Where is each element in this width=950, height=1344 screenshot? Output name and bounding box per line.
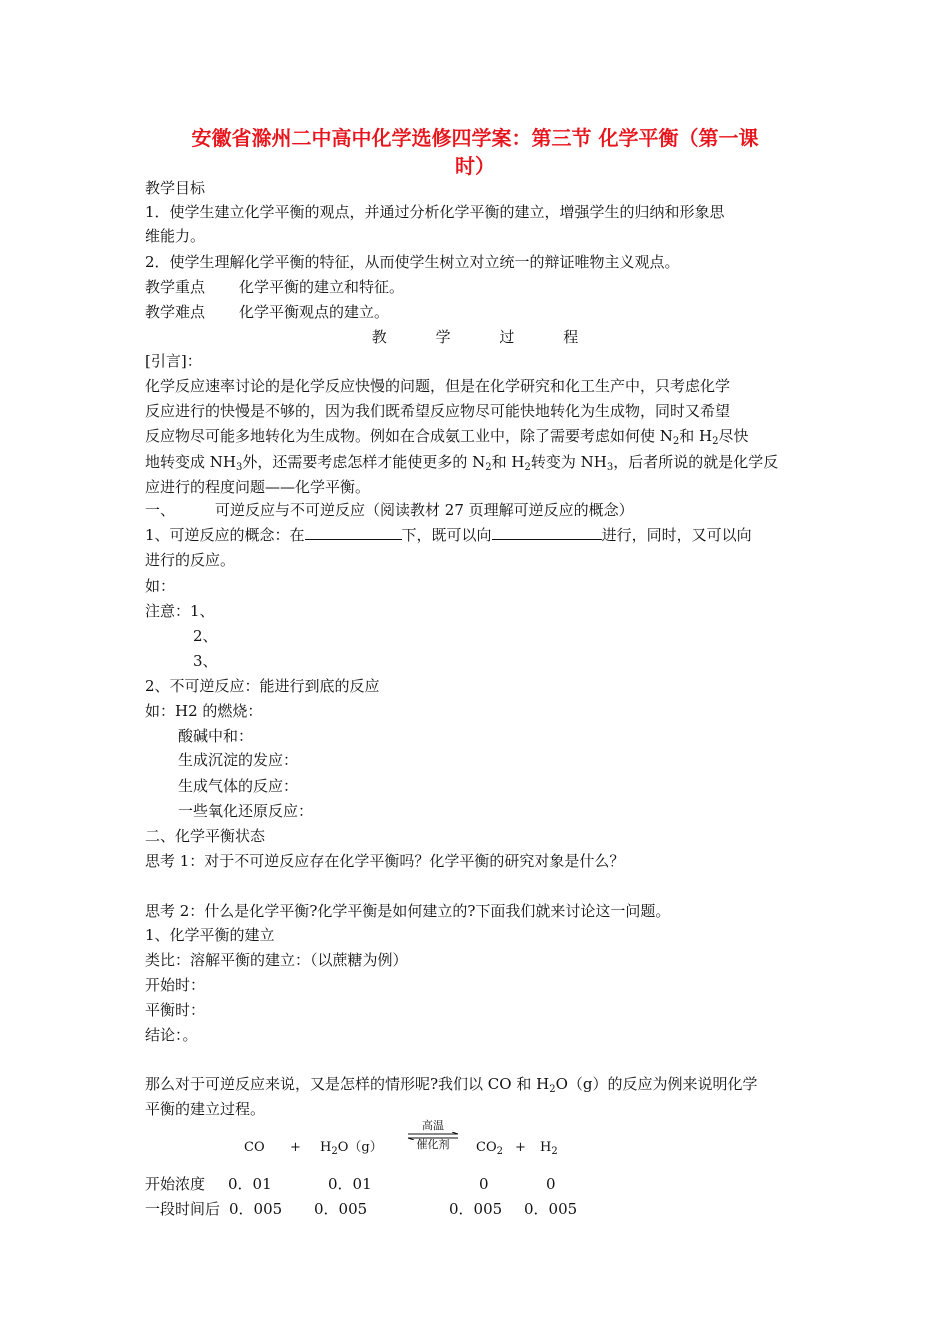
intro-line-4: 地转变成 $NH_3$外，还需要考虑怎样才能使更多的 $N_2$和 $H_2$转变为 $NH_3$，后者所说的就是化学反 <box>145 453 779 473</box>
equation-co: CO <box>244 1140 265 1155</box>
row-later-co2: 0．005 <box>449 1200 503 1218</box>
row-later-h2o: 0．005 <box>314 1200 368 1218</box>
process-char: 教 <box>371 328 387 346</box>
row-later-h2: 0．005 <box>524 1200 578 1218</box>
start-state: 开始时： <box>145 976 206 994</box>
analogy: 类比：溶解平衡的建立：（以蔗糖为例） <box>145 951 408 969</box>
balance-state: 平衡时： <box>145 1001 206 1019</box>
equation-plus-2: + <box>515 1140 526 1155</box>
row-start-co2: 0 <box>479 1175 489 1193</box>
goal-2: 2．使学生理解化学平衡的特征，从而使学生树立对立统一的辩证唯物主义观点。 <box>145 253 680 271</box>
focus-label: 教学重点 <box>145 278 206 296</box>
intro-label: [引言]： <box>145 352 202 370</box>
irreversible-definition: 2、不可逆反应：能进行到底的反应 <box>145 677 380 695</box>
goal-1-line-b: 维能力。 <box>145 227 206 245</box>
reversible-definition-line-1: 1、可逆反应的概念：在 下，既可以向 进行，同时，又可以向 <box>145 526 752 544</box>
blank-condition[interactable] <box>305 525 402 540</box>
condition-high-temp: 高温 <box>422 1119 444 1132</box>
teaching-difficulty <box>145 302 389 322</box>
difficulty-label: 教学难点 <box>145 303 206 321</box>
irreversible-example-4: 生成气体的反应： <box>178 777 299 795</box>
question-line-1: 那么对于可逆反应来说，又是怎样的情形呢?我们以 CO 和 $H_2O(g)$的反应为例来说明化学 <box>145 1075 758 1095</box>
equation-plus-1: + <box>290 1140 301 1155</box>
row-start-co: 0．01 <box>228 1175 272 1193</box>
process-char: 学 <box>435 328 451 346</box>
row-later-co: 0．005 <box>229 1200 283 1218</box>
intro-line-1: 化学反应速率讨论的是化学反应快慢的问题，但是在化学研究和化工生产中，只考虑化学 <box>145 377 731 395</box>
irreversible-example-3: 生成沉淀的发应： <box>178 751 299 769</box>
equation-h2: $H_2$ <box>540 1140 558 1157</box>
note-3: 3、 <box>193 652 218 670</box>
process-heading <box>145 327 805 347</box>
goals-heading: 教学目标 <box>145 179 206 197</box>
equation-h2o: $H_2O(g)$ <box>320 1140 383 1157</box>
teaching-focus <box>145 277 404 297</box>
process-char: 程 <box>563 328 579 346</box>
equilibrium-build-heading: 1、化学平衡的建立 <box>145 926 275 944</box>
question-line-2: 平衡的建立过程。 <box>145 1100 266 1118</box>
conclusion: 结论：。 <box>145 1026 198 1044</box>
note-2: 2、 <box>193 627 218 645</box>
row-start-h2o: 0．01 <box>328 1175 372 1193</box>
goal-1-line-a: 1．使学生建立化学平衡的观点，并通过分析化学平衡的建立，增强学生的归纳和形象思 <box>145 203 725 221</box>
section-1-heading: 一、 可逆反应与不可逆反应（阅读教材 27 页理解可逆反应的概念） <box>145 501 634 519</box>
row-start-h2: 0 <box>546 1175 556 1193</box>
reversible-definition-line-2: 进行的反应。 <box>145 551 236 569</box>
process-char: 过 <box>499 328 515 346</box>
note-1: 注意：1、 <box>145 602 215 620</box>
difficulty-text: 化学平衡观点的建立。 <box>239 303 390 321</box>
equation-co2: $CO_2$ <box>476 1140 503 1157</box>
irreversible-example-1: 如：H2 的燃烧： <box>145 702 263 720</box>
irreversible-example-2: 酸碱中和： <box>178 727 254 745</box>
blank-direction[interactable] <box>492 525 602 540</box>
think-1: 思考 1：对于不可逆反应存在化学平衡吗？化学平衡的研究对象是什么？ <box>145 852 625 870</box>
focus-text: 化学平衡的建立和特征。 <box>239 278 405 296</box>
section-2-heading: 二、化学平衡状态 <box>145 827 266 845</box>
document-title <box>145 124 805 180</box>
intro-line-2: 反应进行的快慢是不够的，因为我们既希望反应物尽可能快地转化为生成物，同时又希望 <box>145 402 731 420</box>
row-later-label: 一段时间后 <box>145 1200 221 1218</box>
irreversible-example-5: 一些氧化还原反应： <box>178 802 314 820</box>
intro-line-5: 应进行的程度问题——化学平衡。 <box>145 478 371 496</box>
intro-line-3: 反应物尽可能多地转化为生成物。例如在合成氨工业中，除了需要考虑如何使 $N_2$和 $H_2$尽快 <box>145 427 749 447</box>
title-line-1: 安徽省滁州二中高中化学选修四学案：第三节 化学平衡（第一课 <box>191 126 759 150</box>
condition-catalyst: 催化剂 <box>416 1138 450 1151</box>
title-line-2: 时） <box>455 154 495 178</box>
reversible-arrow <box>404 1120 462 1154</box>
row-start-label: 开始浓度 <box>145 1175 206 1193</box>
think-2: 思考 2：什么是化学平衡?化学平衡是如何建立的?下面我们就来讨论这一问题。 <box>145 902 671 920</box>
example-label: 如： <box>145 577 176 595</box>
